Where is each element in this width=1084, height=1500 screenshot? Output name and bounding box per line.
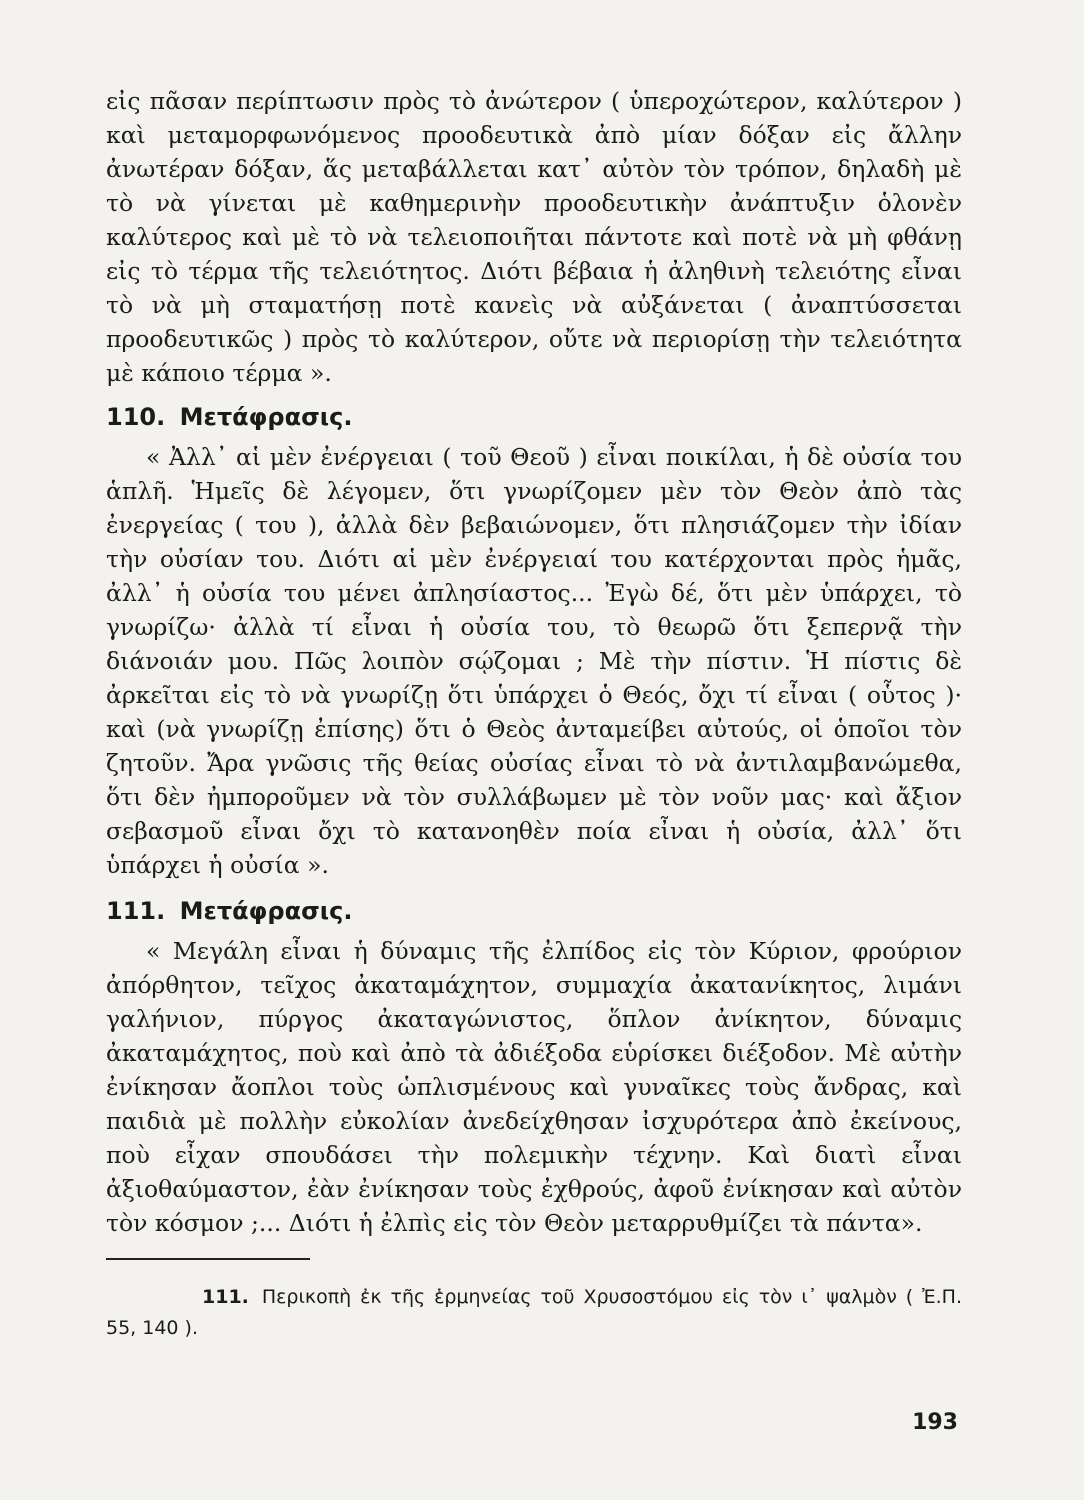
section-110-title: Μετάφρασις. — [179, 403, 353, 431]
page-number: 193 — [912, 1410, 958, 1435]
intro-paragraph: εἰς πᾶσαν περίπτωσιν πρὸς τὸ ἀνώτερον ( ὑπεροχώτερον, καλύτερον ) καὶ μεταμορφωνόμενος προοδευτικὰ ἀπὸ μίαν δόξαν εἰς ἄλλην ἀνωτέραν δόξαν, ἅς μεταβάλλεται κατ᾽ αὐτὸν τὸν τρόπον, δηλαδὴ μὲ τὸ νὰ γίνεται μὲ καθημερινὴν προοδευτικὴν ἀνάπτυξιν ὁλονὲν καλύτερος καὶ μὲ τὸ νὰ τελειοποιῆται πάντοτε καὶ ποτὲ νὰ μὴ φθάνῃ εἰς τὸ τέρμα τῆς τελειότητος. Διότι βέβαια ἡ ἀληθινὴ τελειότης εἶναι τὸ νὰ μὴ σταματήσῃ ποτὲ κανεὶς νὰ αὐξάνεται ( ἀναπτύσσεται προοδευτικῶς ) πρὸς τὸ καλύτερον, οὔτε νὰ περιορίσῃ τὴν τελειότητα μὲ κάποιο τέρμα ». — [106, 87, 962, 387]
footnote-divider — [106, 1258, 310, 1260]
section-110-text: « Ἀλλ᾽ αἱ μὲν ἐνέργειαι ( τοῦ Θεοῦ ) εἶναι ποικίλαι, ἡ δὲ οὐσία του ἁπλῆ. Ἡμεῖς δὲ λέγομεν, ὅτι γνωρίζομεν μὲν τὸν Θεὸν ἀπὸ τὰς ἐνεργείας ( του ), ἀλλὰ δὲν βεβαιώνομεν, ὅτι πλησιάζομεν τὴν ἰδίαν τὴν οὐσίαν του. Διότι αἱ μὲν ἐνέργειαί του κατέρχονται πρὸς ἡμᾶς, ἀλλ᾽ ἡ οὐσία του μένει ἀπλησίαστος... Ἐγὼ δέ, ὅτι μὲν ὑπάρχει, τὸ γνωρίζω· ἀλλὰ τί εἶναι ἡ οὐσία του, τὸ θεωρῶ ὅτι ξεπερνᾷ τὴν διάνοιάν μου. Πῶς λοιπὸν σῴζομαι ; Μὲ τὴν πίστιν. Ἡ πίστις δὲ ἀρκεῖται εἰς τὸ νὰ γνωρίζῃ ὅτι ὑπάρχει ὁ Θεός, ὄχι τί εἶναι ( οὗτος )· καὶ (νὰ γνωρίζῃ ἐπίσης) ὅτι ὁ Θεὸς ἀνταμείβει αὐτούς, οἱ ὁποῖοι τὸν ζητοῦν. Ἄρα γνῶσις τῆς θείας οὐσίας εἶναι τὸ νὰ ἀντιλαμβανώμεθα, ὅτι δὲν ἠμποροῦμεν νὰ τὸν συλλάβωμεν μὲ τὸν νοῦν μας· καὶ ἄξιον σεβασμοῦ εἶναι ὄχι τὸ κατανοηθὲν ποία εἶναι ἡ οὐσία, ἀλλ᾽ ὅτι ὑπάρχει ἡ οὐσία ». — [106, 443, 962, 879]
section-110-heading — [106, 400, 962, 434]
footnote-text: Περικοπὴ ἐκ τῆς ἑρμηνείας τοῦ Χρυσοστόμου εἰς τὸν ι᾽ ψαλμὸν ( Ἐ.Π. 55, 140 ). — [106, 1286, 962, 1339]
page-body — [106, 84, 962, 1344]
footnote-number: 111. — [202, 1286, 249, 1308]
section-111-number: 111. — [106, 897, 166, 925]
section-110-number: 110. — [106, 403, 166, 431]
section-111-text: « Μεγάλη εἶναι ἡ δύναμις τῆς ἐλπίδος εἰς τὸν Κύριον, φρούριον ἀπόρθητον, τεῖχος ἀκαταμάχητον, συμμαχία ἀκατανίκητος, λιμάνι γαλήνιον, πύργος ἀκαταγώνιστος, ὅπλον ἀνίκητον, δύναμις ἀκαταμάχητος, ποὺ καὶ ἀπὸ τὰ ἀδιέξοδα εὑρίσκει διέξοδον. Μὲ αὐτὴν ἐνίκησαν ἄοπλοι τοὺς ὡπλισμένους καὶ γυναῖκες τοὺς ἄνδρας, καὶ παιδιὰ μὲ πολλὴν εὐκολίαν ἀνεδείχθησαν ἰσχυρότερα ἀπὸ ἐκείνους, ποὺ εἶχαν σπουδάσει τὴν πολεμικὴν τέχνην. Καὶ διατὶ εἶναι ἀξιοθαύμαστον, ἐὰν ἐνίκησαν τοὺς ἐχθρούς, ἀφοῦ ἐνίκησαν καὶ αὐτὸν τὸν κόσμον ;... Διότι ἡ ἐλπὶς εἰς τὸν Θεὸν μεταρρυθμίζει τὰ πάντα». — [106, 937, 962, 1237]
footnote — [106, 1282, 962, 1344]
section-111-heading — [106, 894, 962, 928]
section-111-title: Μετάφρασις. — [179, 897, 353, 925]
